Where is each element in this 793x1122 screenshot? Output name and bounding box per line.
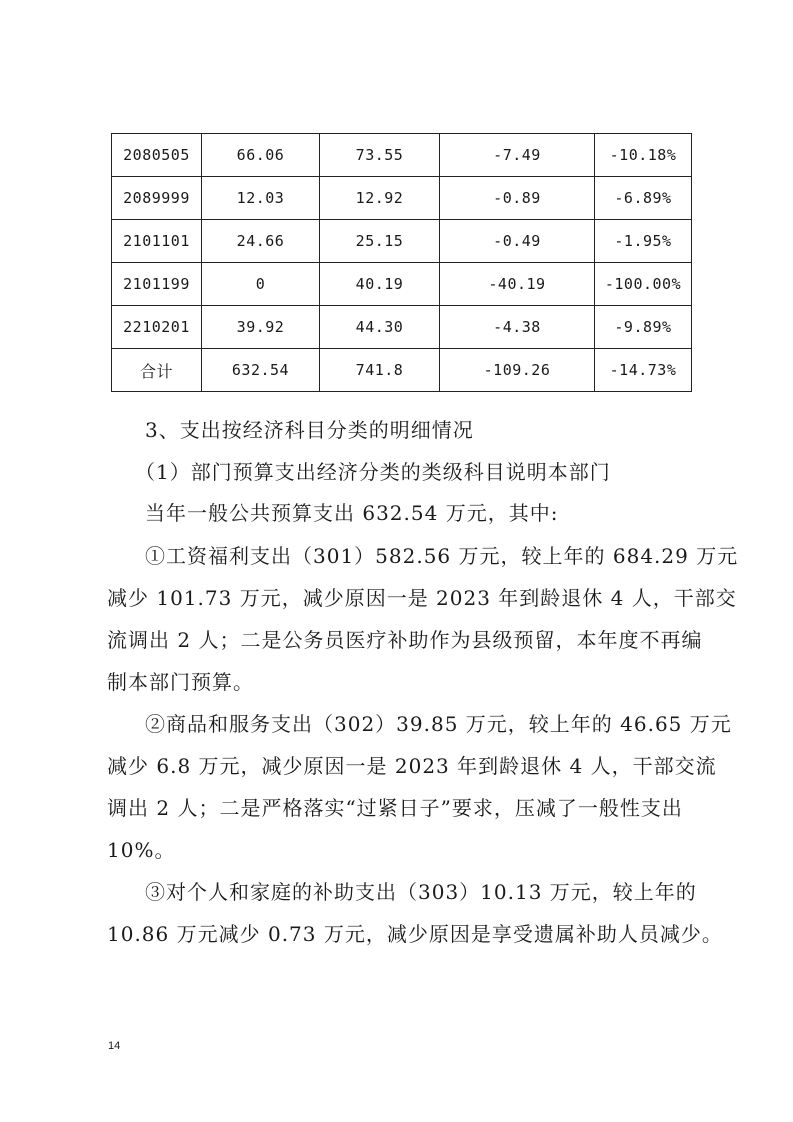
page-number: 14 xyxy=(108,1040,121,1052)
table-cell: 2101199 xyxy=(112,263,202,306)
sub-heading: （1）部门预算支出经济分类的类级科目说明本部门 xyxy=(135,460,611,484)
paragraph-line: 制本部门预算。 xyxy=(107,670,254,694)
table-cell: -10.18% xyxy=(595,134,692,177)
table-total-row xyxy=(112,349,692,392)
table-cell: -109.26 xyxy=(440,349,595,392)
table-cell: 73.55 xyxy=(320,134,440,177)
table-cell: 2101101 xyxy=(112,220,202,263)
table-cell: 39.92 xyxy=(202,306,320,349)
table-cell: -100.00% xyxy=(595,263,692,306)
table-cell: 12.03 xyxy=(202,177,320,220)
paragraph-item2 xyxy=(107,703,732,871)
table-cell: 2080505 xyxy=(112,134,202,177)
table-cell: -4.38 xyxy=(440,306,595,349)
paragraph-line: 流调出 2 人；二是公务员医疗补助作为县级预留，本年度不再编 xyxy=(107,628,703,652)
table-cell: -14.73% xyxy=(595,349,692,392)
table-row xyxy=(112,306,692,349)
table-cell: 2089999 xyxy=(112,177,202,220)
section-heading: 3、支出按经济科目分类的明细情况 xyxy=(145,418,474,442)
paragraph-line: 调出 2 人；二是严格落实“过紧日子”要求，压减了一般性支出 xyxy=(107,796,683,820)
table-row xyxy=(112,134,692,177)
table-cell: 44.30 xyxy=(320,306,440,349)
table-cell: -6.89% xyxy=(595,177,692,220)
table-row xyxy=(112,220,692,263)
table-cell: -0.49 xyxy=(440,220,595,263)
table-cell: -9.89% xyxy=(595,306,692,349)
budget-table xyxy=(111,133,692,392)
table-cell: 0 xyxy=(202,263,320,306)
table-cell: 632.54 xyxy=(202,349,320,392)
total-label: 合计 xyxy=(112,349,202,392)
paragraph-item1 xyxy=(107,535,739,703)
table-cell: 24.66 xyxy=(202,220,320,263)
paragraph-item3 xyxy=(107,871,723,955)
paragraph-line: 减少 101.73 万元，减少原因一是 2023 年到龄退休 4 人，干部交 xyxy=(107,586,737,610)
paragraph-line: 10.86 万元减少 0.73 万元，减少原因是享受遗属补助人员减少。 xyxy=(107,922,723,946)
table-cell: 2210201 xyxy=(112,306,202,349)
table-row xyxy=(112,263,692,306)
table-cell: -1.95% xyxy=(595,220,692,263)
table-cell: 66.06 xyxy=(202,134,320,177)
paragraph-line: ②商品和服务支出（302）39.85 万元，较上年的 46.65 万元 xyxy=(145,712,732,736)
paragraph-line: 减少 6.8 万元，减少原因一是 2023 年到龄退休 4 人，干部交流 xyxy=(107,754,717,778)
table-cell: -40.19 xyxy=(440,263,595,306)
table-cell: 741.8 xyxy=(320,349,440,392)
table-cell: -0.89 xyxy=(440,177,595,220)
table-cell: 12.92 xyxy=(320,177,440,220)
paragraph-line: 10%。 xyxy=(107,838,176,862)
paragraph-line: ③对个人和家庭的补助支出（303）10.13 万元，较上年的 xyxy=(145,880,697,904)
table-cell: -7.49 xyxy=(440,134,595,177)
table-row xyxy=(112,177,692,220)
intro-line: 当年一般公共预算支出 632.54 万元，其中: xyxy=(145,501,559,525)
table-cell: 40.19 xyxy=(320,263,440,306)
table-cell: 25.15 xyxy=(320,220,440,263)
paragraph-line: ①工资福利支出（301）582.56 万元，较上年的 684.29 万元 xyxy=(145,544,739,568)
